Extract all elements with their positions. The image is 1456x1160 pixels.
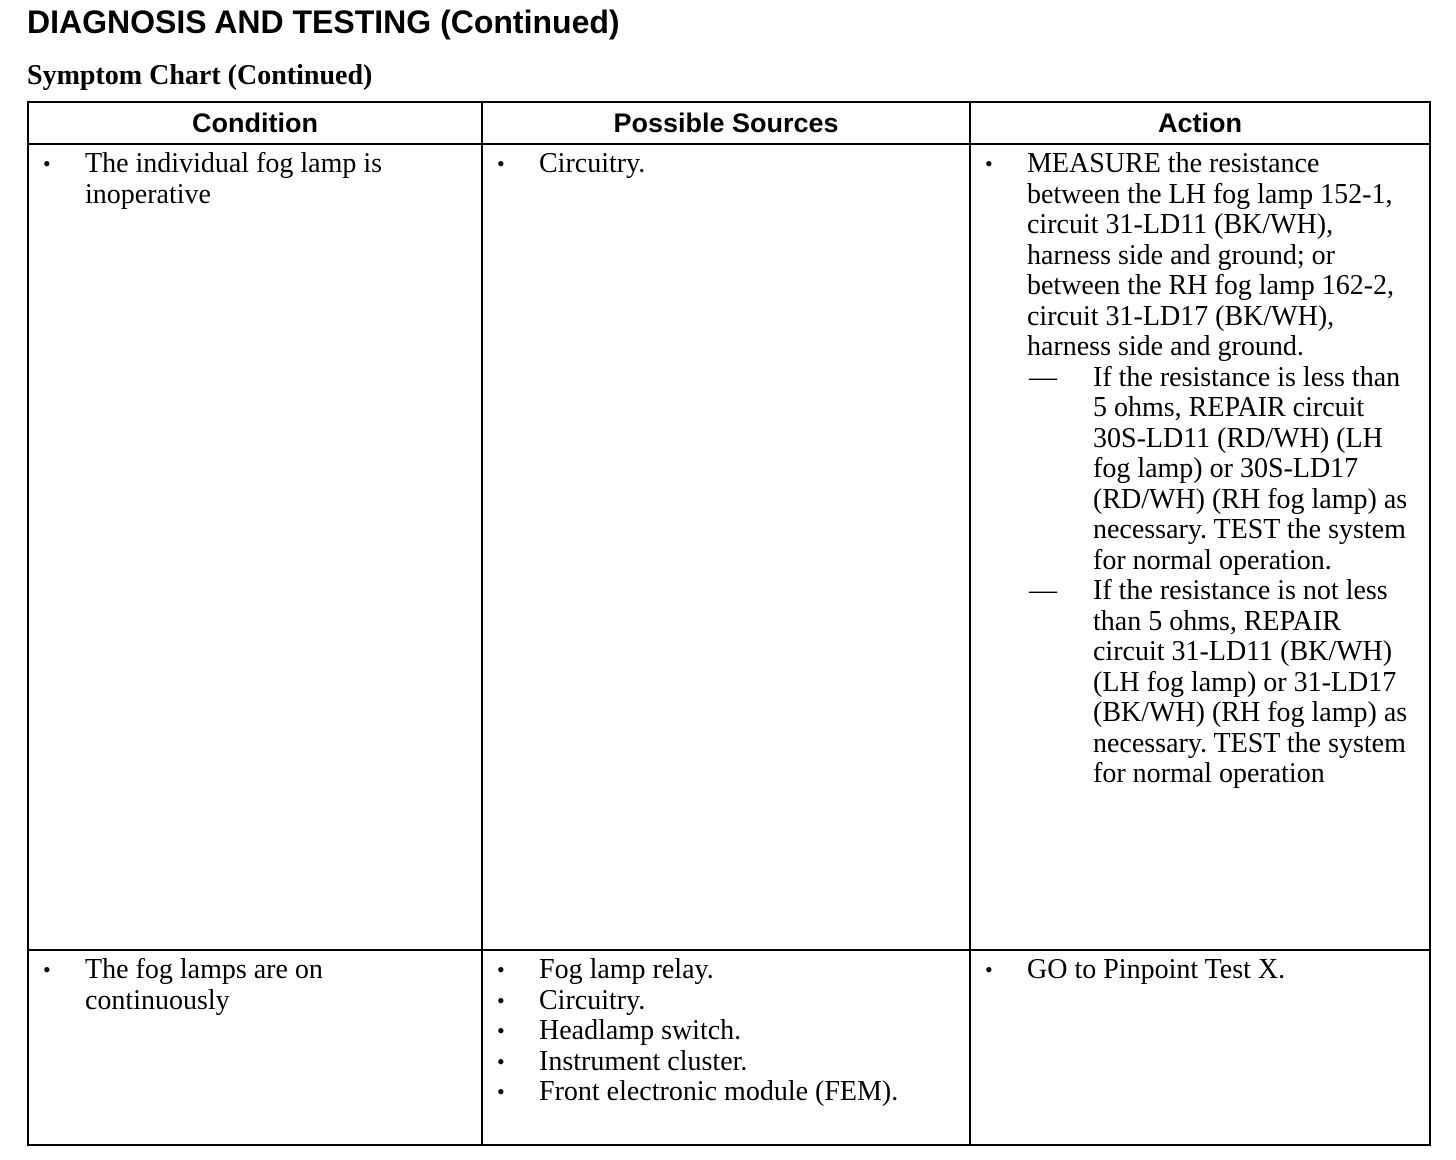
- source-text: Fog lamp relay.: [539, 954, 714, 985]
- action-cell: [970, 950, 1430, 1145]
- source-text: Front electronic module (FEM).: [539, 1076, 899, 1107]
- sources-cell: [482, 950, 970, 1145]
- source-item: [497, 1016, 955, 1047]
- column-header-condition: Condition: [28, 102, 482, 144]
- symptom-chart-table: [27, 101, 1431, 1146]
- condition-item: [43, 149, 467, 210]
- table-row: [28, 950, 1430, 1145]
- source-item: [497, 1047, 955, 1078]
- condition-text: The fog lamps are on continuously: [85, 954, 323, 1016]
- source-item: [497, 149, 955, 180]
- source-item: [497, 955, 955, 986]
- condition-item: [43, 955, 467, 1016]
- action-sub-item: [1027, 363, 1415, 577]
- action-item: [985, 955, 1415, 986]
- source-text: Circuitry.: [539, 148, 646, 179]
- source-text: Instrument cluster.: [539, 1045, 748, 1077]
- action-sub-item: [1027, 576, 1415, 790]
- table-row: [28, 144, 1430, 950]
- condition-cell: [28, 144, 482, 950]
- table-header-row: [28, 102, 1430, 144]
- condition-text: The individual fog lamp is inoperative: [85, 148, 383, 210]
- action-sub-text: If the resistance is less than 5 ohms, REPAIR circuit 30S-LD11 (RD/WH) (LH fog lamp) or 30S-LD17 (RD/WH) (RH fog lamp) as necessary. TEST the system for normal operation.: [1093, 361, 1408, 576]
- source-text: Headlamp switch.: [539, 1015, 742, 1046]
- condition-cell: [28, 950, 482, 1145]
- action-cell: [970, 144, 1430, 950]
- column-header-possible-sources: Possible Sources: [482, 102, 970, 144]
- source-item: [497, 1077, 955, 1108]
- column-header-action: Action: [970, 102, 1430, 144]
- source-text: Circuitry.: [539, 984, 646, 1016]
- section-title: Symptom Chart (Continued): [27, 60, 373, 91]
- sources-cell: [482, 144, 970, 950]
- action-text: GO to Pinpoint Test X.: [1027, 954, 1286, 985]
- page-title: DIAGNOSIS AND TESTING (Continued): [27, 4, 620, 40]
- action-sub-text: If the resistance is not less than 5 ohms, REPAIR circuit 31-LD11 (BK/WH) (LH fog lamp) or 31-LD17 (BK/WH) (RH fog lamp) as necessary. TEST the system for normal operation: [1093, 575, 1408, 789]
- action-text: MEASURE the resistance between the LH fog lamp 152-1, circuit 31-LD11 (BK/WH), harness side and ground; or between the RH fog lamp 162-2, circuit 31-LD17 (BK/WH), harness side and ground.: [1027, 148, 1395, 362]
- source-item: [497, 986, 955, 1017]
- action-item: [985, 149, 1415, 790]
